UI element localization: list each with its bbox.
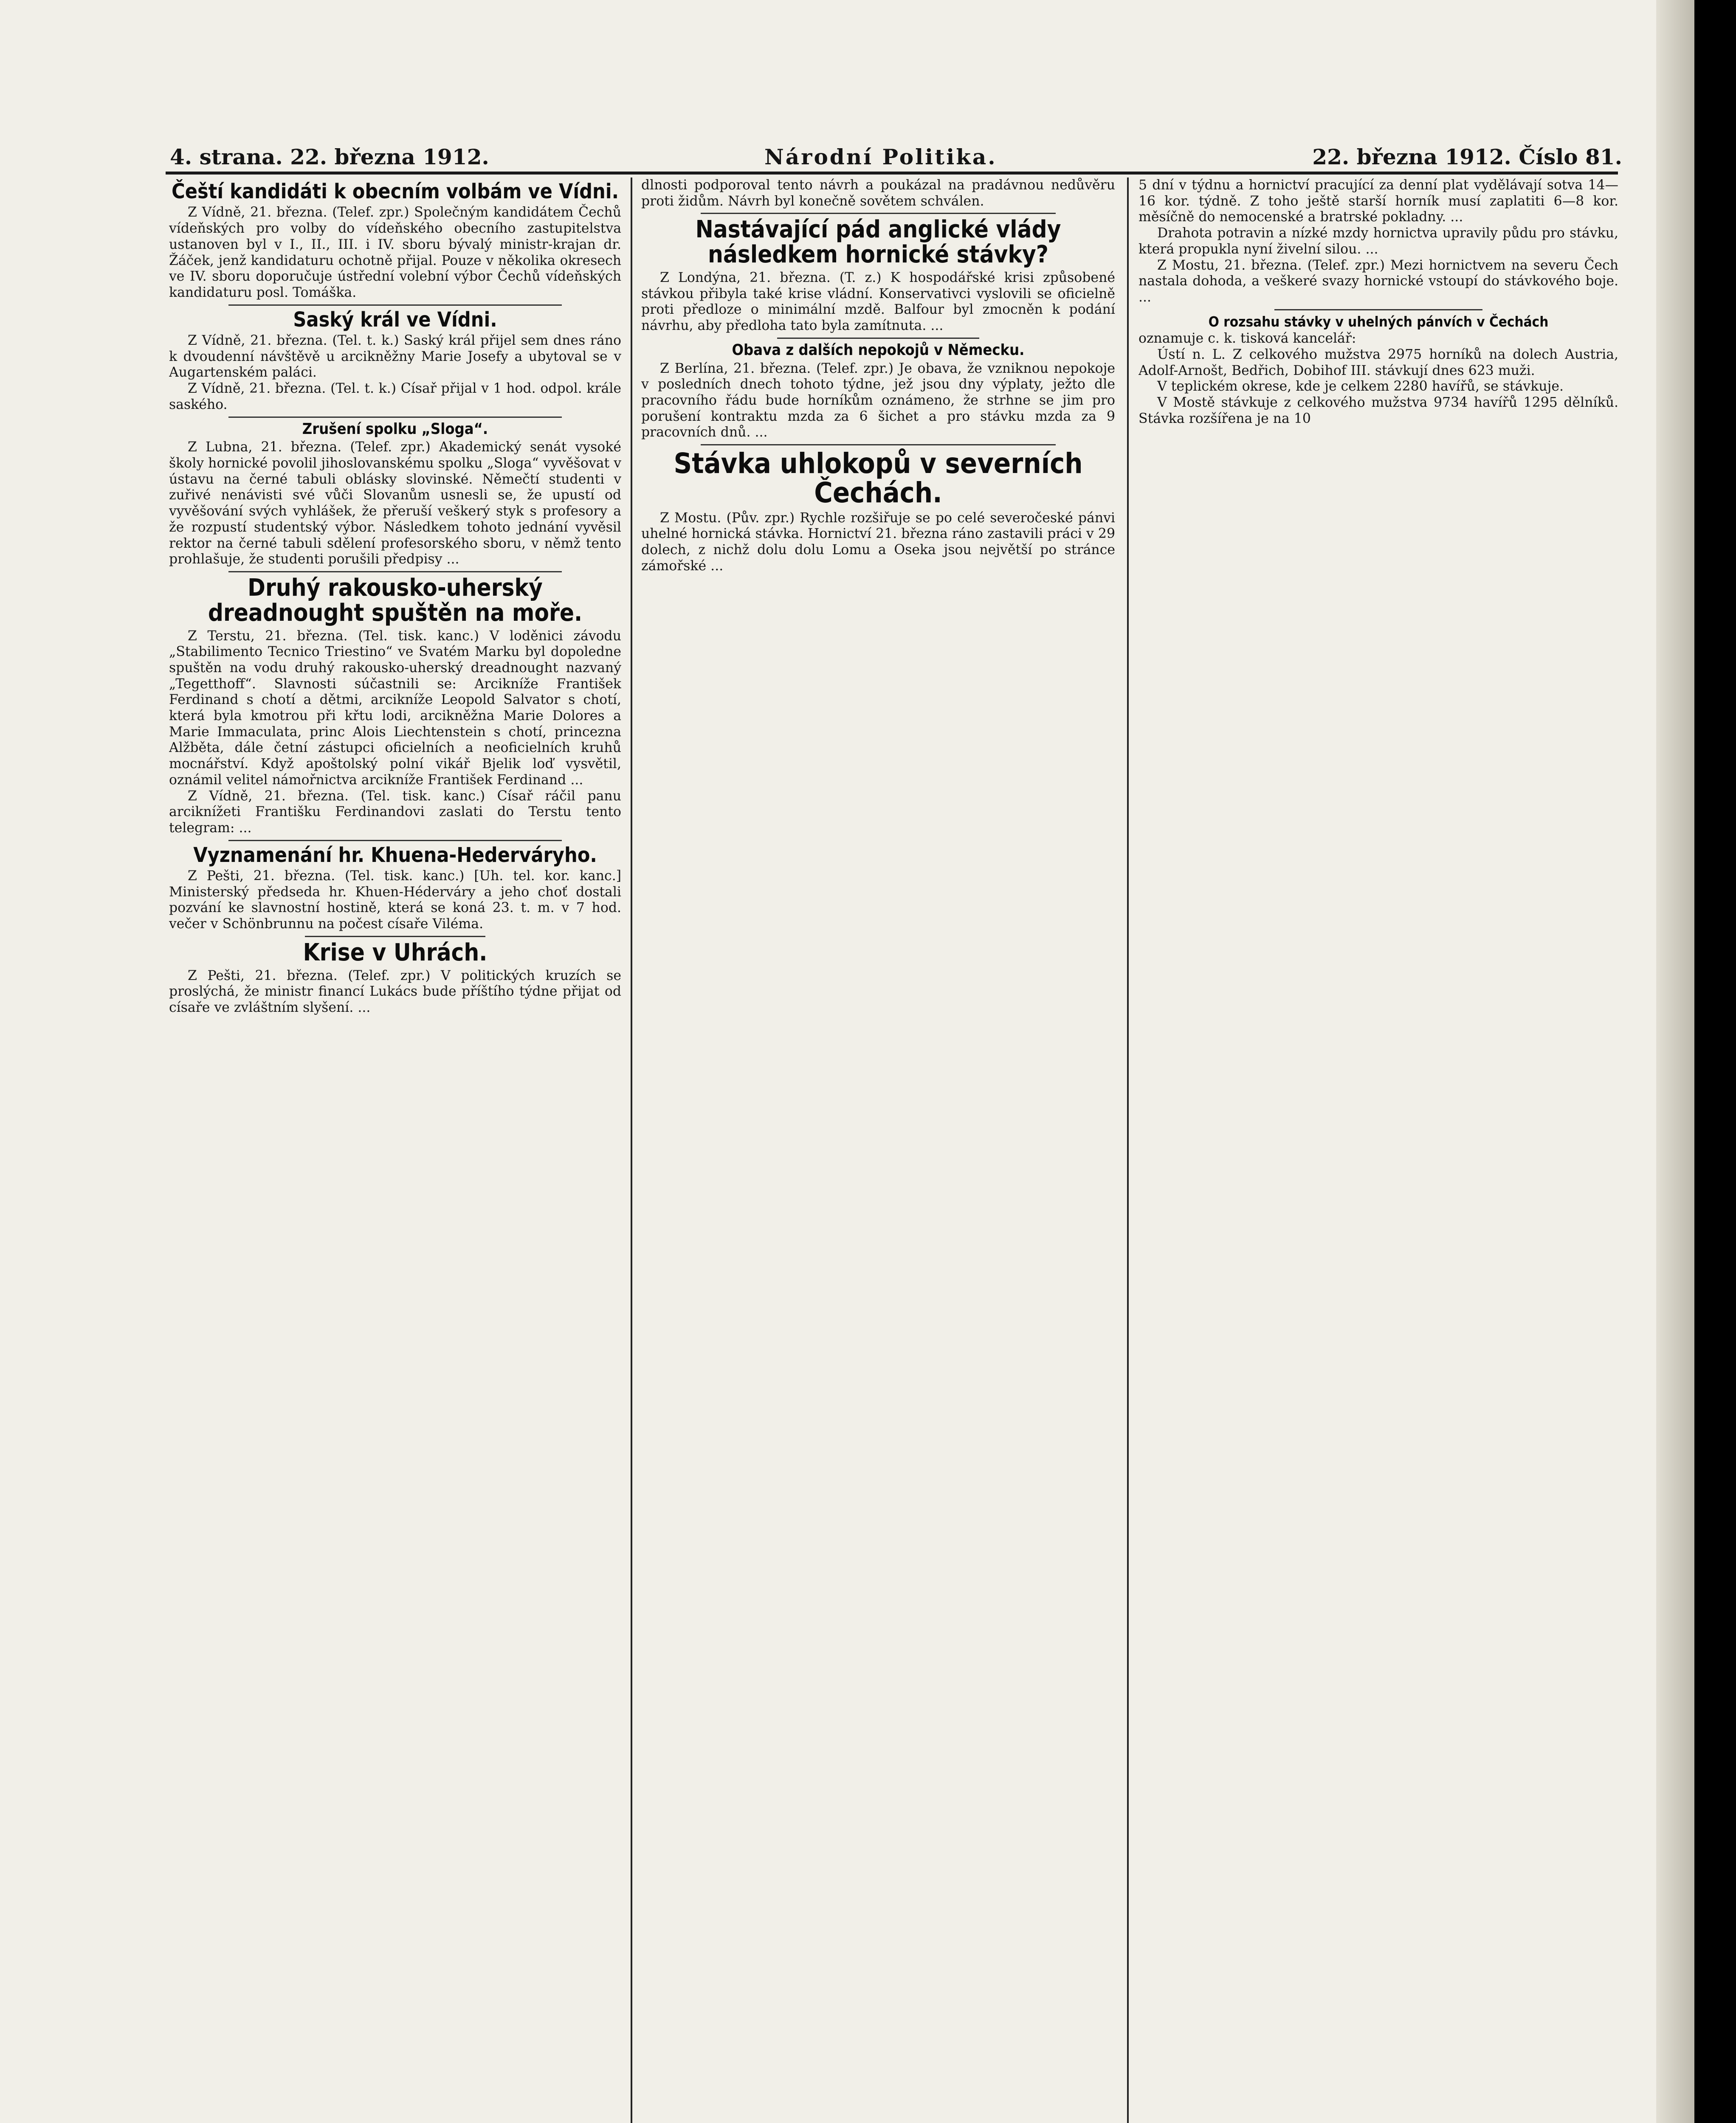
header-rule xyxy=(166,172,1618,175)
divider xyxy=(701,444,1056,445)
page-header xyxy=(144,141,1622,171)
article-paragraph: Z Vídně, 21. března. (Telef. zpr.) Společným kandidátem Čechů vídeňských pro volby do vídeňského obecního zastupitelstva ustanoven byl v I., II., III. i IV. sboru bývalý ministr-krajan dr. Žáček, jenž kandidaturu ochotně přijal. Pouze v několika okresech ve IV. sboru doporučuje ústřední volební výbor Čechů vídeňských kandidaturu posl. Tomáška. xyxy=(169,205,621,300)
article-headline: Vyznamenání hr. Khuena-Hederváryho. xyxy=(193,843,597,867)
article-headline: Zrušení spolku „Sloga“. xyxy=(302,420,488,438)
article-headline: O rozsahu stávky v uhelných pánvích v Čechách xyxy=(1208,313,1549,330)
divider xyxy=(701,213,1056,214)
divider xyxy=(1274,309,1482,310)
article-paragraph: 5 dní v týdnu a hornictví pracující za denní plat vydělávají sotva 14—16 kor. týdně. Z toho ještě starší horník musí zaplatiti 6—8 kor. měsíčně do nemocenské a bratrské pokladny. ... xyxy=(1139,177,1618,225)
article-paragraph: Drahota potravin a nízké mzdy hornictva upravily půdu pro stávku, která propukla nyní živelní silou. ... xyxy=(1139,225,1618,257)
article-paragraph: V teplickém okrese, kde je celkem 2280 havířů, se stávkuje. xyxy=(1157,379,1564,394)
article-paragraph: oznamuje c. k. tisková kancelář: xyxy=(1139,331,1356,346)
divider xyxy=(777,338,979,339)
divider xyxy=(305,936,485,937)
divider xyxy=(228,304,562,306)
article-headline: Stávka uhlokopů v severních Čechách. xyxy=(674,447,1083,510)
article-paragraph: Z Londýna, 21. března. (T. z.) K hospodářské krisi způsobené stávkou přibyla také krise vládní. Konservativci vyslovili se oficielně proti předloze o minimální mzdě. Balfour byl zmocněn k podání návrhu, aby předloha tato byla zamítnuta. ... xyxy=(641,270,1115,334)
divider xyxy=(228,417,562,418)
article-paragraph: Z Vídně, 21. března. (Tel. t. k.) Císař přijal v 1 hod. odpol. krále saského. xyxy=(169,381,621,412)
article-headline: Krise v Uhrách. xyxy=(303,938,488,966)
article-paragraph: Ústí n. L. Z celkového mužstva 2975 horníků na dolech Austria, Adolf-Arnošt, Bedřich, Dobihof III. stávkují dnes 623 muži. xyxy=(1139,346,1618,378)
header-page-date: 4. strana. 22. března 1912. xyxy=(170,144,489,169)
header-issue-number: 22. března 1912. Číslo 81. xyxy=(1312,144,1622,169)
article-headline: Druhý rakousko-uherský dreadnought spuštěn na moře. xyxy=(208,574,583,627)
article-paragraph: Z Berlína, 21. března. (Telef. zpr.) Je obava, že vzniknou nepokoje v posledních dnech tohoto týdne, jež jsou dny výplaty, ježto dle pracovního řádu bude horníkům oznámeno, že strhne se jim pro porušení kontraktu mzda za 6 šichet a pro stávku mzda za 9 pracovních dnů. ... xyxy=(641,360,1115,440)
article-paragraph: Z Mostu. (Pův. zpr.) Rychle rozšiřuje se po celé severočeské pánvi uhelné hornická stávka. Hornictví 21. března ráno zastavili práci v 29 dolech, z nichž dolu dolu Lomu a Oseka jsou největší po stránce zámořské ... xyxy=(641,510,1115,574)
article-paragraph: Z Terstu, 21. března. (Tel. tisk. kanc.) V loděnici závodu „Stabilimento Tecnico Triestino“ ve Svatém Marku byl dopoledne spuštěn na vodu druhý rakousko-uherský dreadnought nazvaný „Tegetthoff“. Slavnosti súčastnili se: Arcikníže František Ferdinand s chotí a dětmi, arcikníže Leopold Salvator s chotí, která byla kmotrou při křtu lodi, arcikněžna Marie Dolores a Marie Immaculata, princ Alois Liechtenstein s chotí, princezna Alžběta, dále četní zástupci oficielních a neoficielních kruhů mocnářství. Když apoštolský polní vikář Bjelik loď vysvětil, oznámil velitel námořnictva arcikníže František Ferdinand ... xyxy=(169,628,621,788)
article-headline: Čeští kandidáti k obecním volbám ve Vídni. xyxy=(172,180,619,203)
article-paragraph: Z Mostu, 21. března. (Telef. zpr.) Mezi hornictvem na severu Čech nastala dohoda, a veškeré svazy hornické vstoupí do stávkového boje. ... xyxy=(1139,257,1618,305)
divider xyxy=(228,571,562,572)
article-paragraph: Z Vídně, 21. března. (Tel. t. k.) Saský král přijel sem dnes ráno k dvoudenní návštěvě u arcikněžny Marie Josefy a ubytoval se v Augartenském paláci. xyxy=(169,333,621,380)
article-headline: Saský král ve Vídni. xyxy=(293,307,497,332)
page-edge xyxy=(1656,0,1694,2123)
article-headline: Obava z dalších nepokojů v Německu. xyxy=(732,341,1025,359)
column-rule xyxy=(631,177,632,2123)
article-headline: Nastávající pád anglické vlády následkem hornické stávky? xyxy=(695,216,1061,269)
column-1 xyxy=(169,177,621,2123)
article-paragraph: Z Vídně, 21. března. (Tel. tisk. kanc.) Císař ráčil panu arciknížeti Františku Ferdinandovi zaslati do Terstu tento telegram: ... xyxy=(169,788,621,836)
article-paragraph: V Mostě stávkuje z celkového mužstva 9734 havířů 1295 dělníků. Stávka rozšířena je na 10 xyxy=(1139,395,1618,426)
article-paragraph: dlnosti podporoval tento návrh a poukázal na pradávnou nedůvěru proti židům. Návrh byl konečně sovětem schválen. xyxy=(641,177,1115,209)
column-3 xyxy=(1139,177,1618,2123)
divider xyxy=(228,840,562,841)
article-paragraph: Z Pešti, 21. března. (Tel. tisk. kanc.) [Uh. tel. kor. kanc.] Ministerský předseda hr. Khuen-Héderváry a jeho choť dostali pozvání ke slavnostní hostině, která se koná 23. t. m. v 7 hod. večer v Schönbrunnu na počest císaře Viléma. xyxy=(169,868,621,932)
column-rule xyxy=(1127,177,1129,2123)
article-paragraph: Z Lubna, 21. března. (Telef. zpr.) Akademický senát vysoké školy hornické povolil jihoslovanskému spolku „Sloga“ vyvěšovat v ústavu na černé tabuli oblásky slovinské. Němečtí studenti v zuřivé nenávisti své vůči Slovanům usnesli se, že upustí od vyvěšování svých vyhlášek, že přeruší veškerý styk s profesory a že rozpustí studentský výbor. Následkem tohoto jednání vyvěsil rektor na černé tabuli sdělení profesorského sboru, v němž tento prohlašuje, že studenti porušili předpisy ... xyxy=(169,439,621,567)
masthead-title: Národní Politika. xyxy=(764,144,997,169)
article-paragraph: Z Pešti, 21. března. (Telef. zpr.) V politických kruzích se proslýchá, že ministr financí Lukács bude příštího týdne přijat od císaře ve zvláštním slyšení. ... xyxy=(169,968,621,1016)
column-2 xyxy=(641,177,1115,2123)
